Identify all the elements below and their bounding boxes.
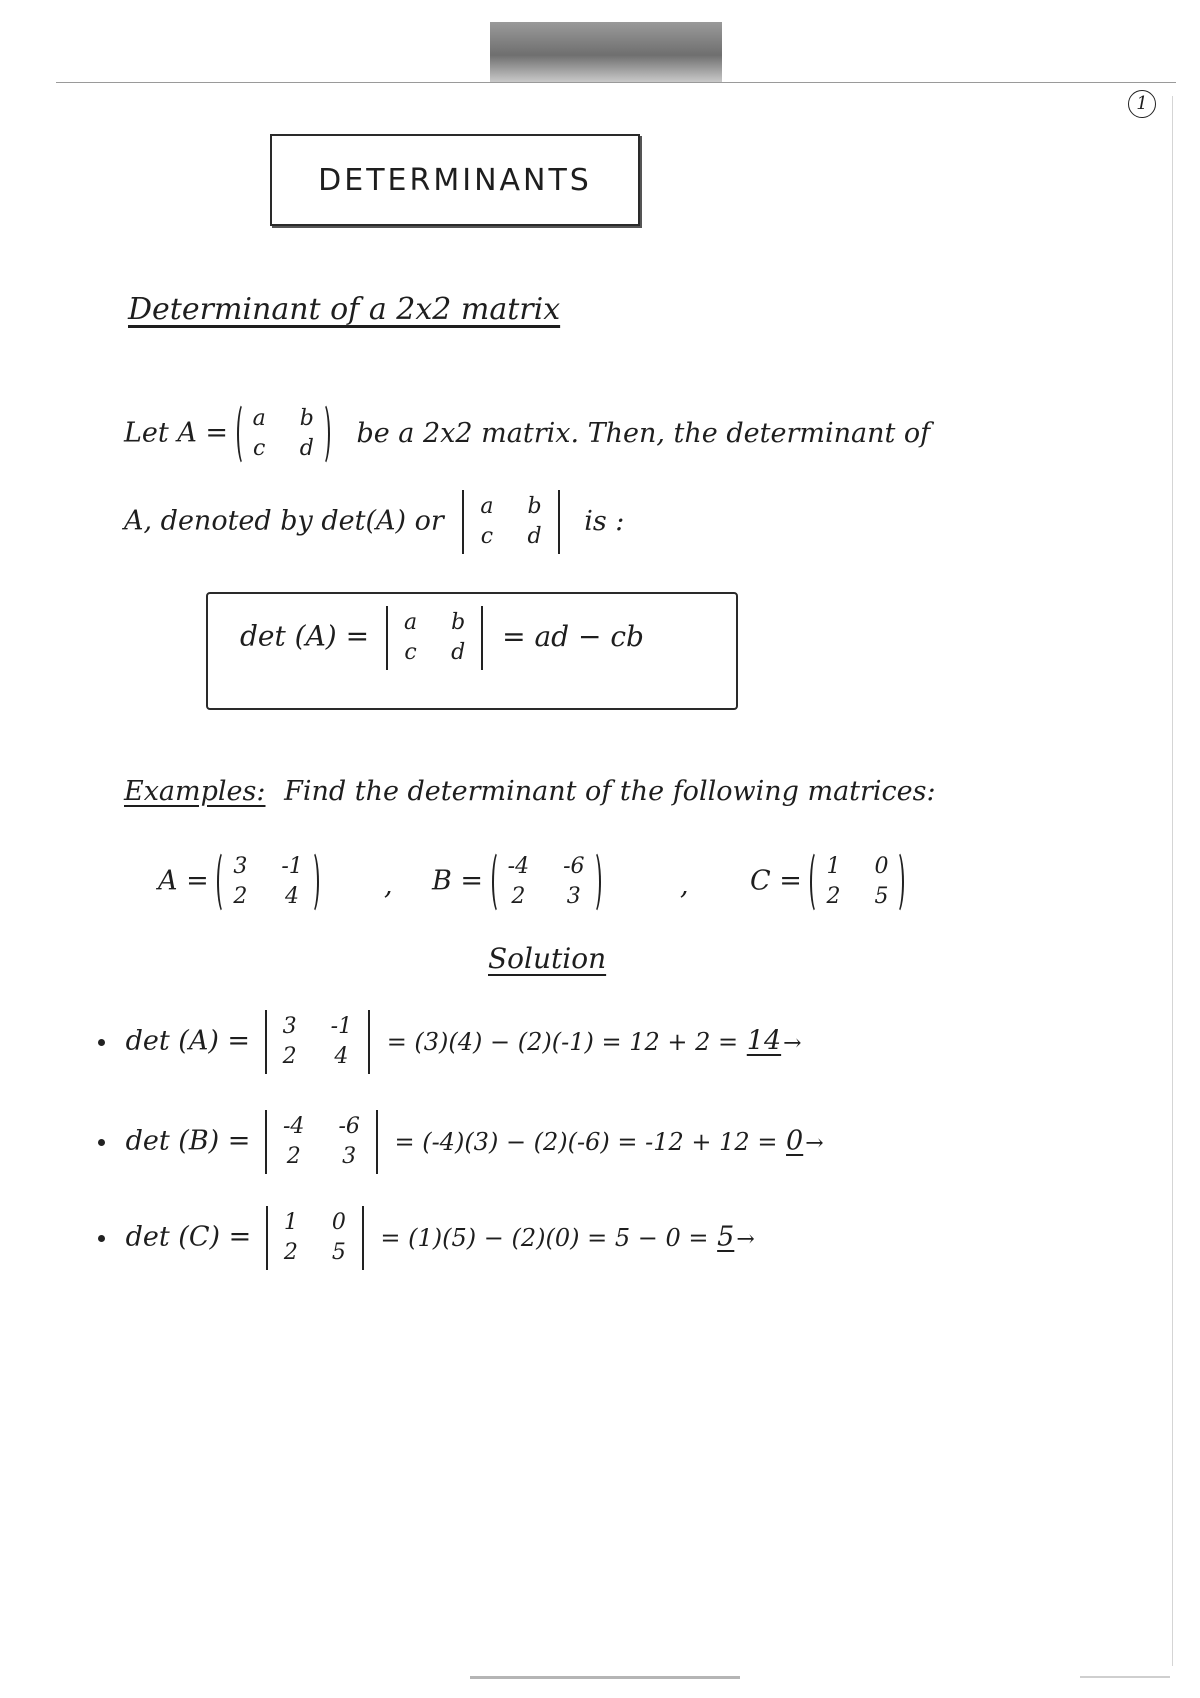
matrix-entry: 2 <box>283 1240 298 1265</box>
solution-answer: 14 <box>746 1025 782 1057</box>
matrix-entry: b <box>451 610 466 635</box>
solution-matrix-c <box>266 1206 364 1270</box>
matrix-entry: -1 <box>281 854 303 879</box>
solution-answer: 0 <box>786 1125 804 1157</box>
matrix-entry: 2 <box>826 884 841 909</box>
matrix-entry: 5 <box>874 884 889 909</box>
solution-line-a <box>98 1010 802 1074</box>
matrix-entry: 3 <box>282 1014 297 1039</box>
scan-artifact-bottom <box>470 1676 740 1679</box>
matrix-entry: -1 <box>330 1014 353 1039</box>
page-right-edge <box>1172 96 1173 1666</box>
matrix-c <box>810 850 904 914</box>
matrix-b-name: B = <box>432 865 484 897</box>
matrix-entry: b <box>299 406 314 431</box>
matrix-entry: a <box>252 406 266 431</box>
matrix-c-name: C = <box>750 865 802 897</box>
separator-comma: , <box>384 870 393 901</box>
generic-matrix-bars <box>462 490 559 554</box>
matrix-entry: 3 <box>566 884 581 909</box>
solution-answer: 5 <box>717 1221 735 1253</box>
matrix-b <box>492 850 601 914</box>
determinant-formula <box>240 606 644 670</box>
generic-matrix-paren <box>237 402 330 466</box>
arrow-icon: → <box>783 1030 802 1056</box>
scan-artifact-bottom-right <box>1080 1676 1170 1678</box>
matrix-entry: -6 <box>563 854 585 879</box>
matrix-entry: 0 <box>331 1210 346 1235</box>
matrix-entry: a <box>480 494 494 519</box>
page-top-edge <box>56 82 1176 83</box>
matrix-entry: -6 <box>338 1114 360 1139</box>
matrix-a-name: A = <box>158 865 209 897</box>
solution-line-c <box>98 1206 755 1270</box>
solution-lhs: det (A) = <box>125 1025 251 1057</box>
separator-comma: , <box>680 870 689 901</box>
matrix-entry: b <box>527 494 542 519</box>
matrix-entry: a <box>403 610 418 635</box>
example-matrix-b <box>432 850 601 914</box>
arrow-icon: → <box>736 1226 755 1252</box>
matrix-entry: 1 <box>283 1210 298 1235</box>
matrix-entry: c <box>404 640 417 665</box>
matrix-entry: -4 <box>283 1114 305 1139</box>
matrix-entry: 4 <box>334 1044 349 1069</box>
definition-line-1 <box>124 402 930 466</box>
page-number: 1 <box>1128 90 1156 118</box>
bullet-icon <box>98 1039 105 1046</box>
matrix-entry: 2 <box>511 884 526 909</box>
examples-line <box>124 776 936 807</box>
matrix-entry: 2 <box>282 1044 297 1069</box>
matrix-entry: c <box>480 524 494 549</box>
section-heading: Determinant of a 2x2 matrix <box>128 292 561 327</box>
solution-work: = (1)(5) − (2)(0) = 5 − 0 = <box>380 1223 709 1252</box>
matrix-entry: d <box>527 524 542 549</box>
scan-artifact-top <box>490 22 722 82</box>
solution-work: = (3)(4) − (2)(-1) = 12 + 2 = <box>386 1027 739 1056</box>
solution-heading: Solution <box>488 942 607 975</box>
formula-lhs: det (A) = <box>240 619 370 653</box>
matrix-entry: c <box>253 436 266 461</box>
solution-matrix-b <box>265 1110 378 1174</box>
title-box <box>270 134 640 226</box>
definition-denoted-text: A, denoted by det(A) or <box>124 505 444 537</box>
definition-then-text: be a 2x2 matrix. Then, the determinant of <box>356 417 931 449</box>
formula-rhs: = ad − cb <box>502 619 644 653</box>
solution-matrix-a <box>265 1010 370 1074</box>
page-title: DETERMINANTS <box>318 162 592 198</box>
definition-line-2 <box>124 490 624 554</box>
examples-label: Examples: <box>124 776 266 807</box>
matrix-entry: 4 <box>285 884 300 909</box>
bullet-icon <box>98 1139 105 1146</box>
arrow-icon: → <box>805 1130 824 1156</box>
matrix-a <box>217 850 318 914</box>
bullet-icon <box>98 1235 105 1242</box>
definition-let-text: Let A = <box>124 417 229 449</box>
solution-lhs: det (C) = <box>125 1221 252 1253</box>
solution-line-b <box>98 1110 824 1174</box>
matrix-entry: 0 <box>874 854 889 879</box>
definition-is-text: is : <box>584 505 625 537</box>
matrix-entry: 3 <box>233 854 248 879</box>
matrix-entry: 1 <box>826 854 841 879</box>
matrix-entry: d <box>299 436 314 461</box>
matrix-entry: d <box>451 640 466 665</box>
matrix-entry: 2 <box>233 884 248 909</box>
solution-work: = (-4)(3) − (2)(-6) = -12 + 12 = <box>394 1127 778 1156</box>
matrix-entry: -4 <box>507 854 530 879</box>
examples-instruction: Find the determinant of the following matrices: <box>284 776 936 807</box>
matrix-entry: 3 <box>342 1144 357 1169</box>
matrix-entry: 5 <box>331 1240 346 1265</box>
example-matrix-a <box>158 850 319 914</box>
matrix-entry: 2 <box>286 1144 301 1169</box>
solution-lhs: det (B) = <box>125 1125 251 1157</box>
example-matrix-c <box>750 850 904 914</box>
formula-matrix <box>386 606 483 670</box>
